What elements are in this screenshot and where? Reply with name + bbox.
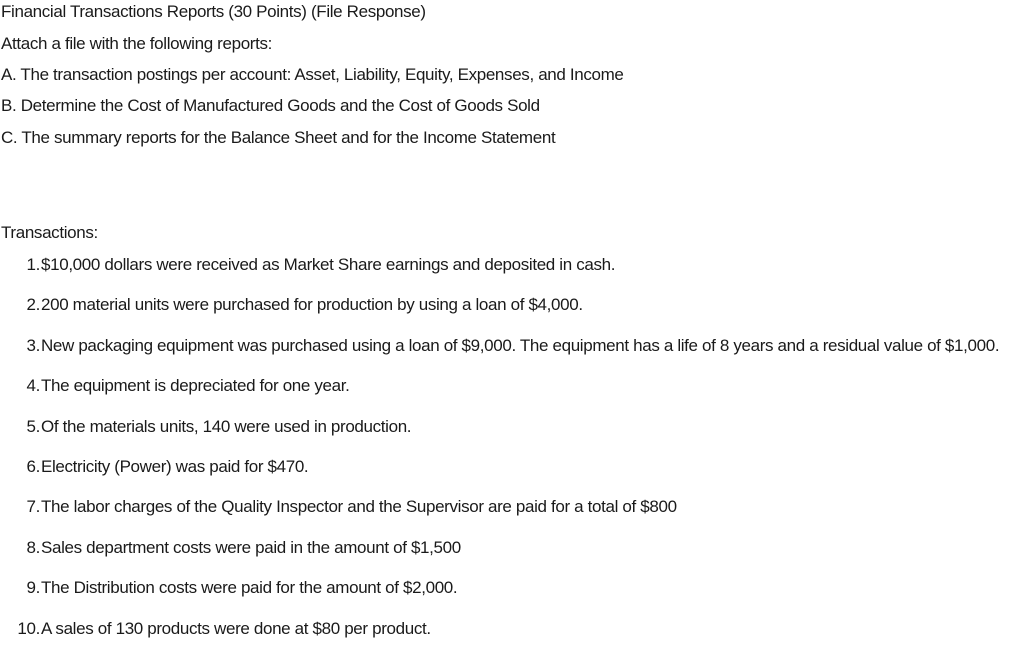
item-text: $10,000 dollars were received as Market Share earnings and deposited in cash. [41,255,616,274]
list-item [0,417,411,437]
list-item [0,295,583,315]
item-text: New packaging equipment was purchased using a loan of $9,000. The equipment has a life of 8 years and a residual value of $1,000. [41,336,1000,355]
transactions-heading: Transactions: [1,223,98,242]
requirement-a: A. The transaction postings per account: Asset, Liability, Equity, Expenses, and Income [1,65,624,84]
item-number: 2. [26,295,40,314]
list-item [0,255,615,275]
item-number: 4. [26,376,40,395]
item-number: 7. [26,497,40,516]
item-text: The equipment is depreciated for one year. [41,376,350,395]
item-text: 200 material units were purchased for production by using a loan of $4,000. [41,295,583,314]
item-number: 1. [26,255,40,274]
requirement-b: B. Determine the Cost of Manufactured Goods and the Cost of Goods Sold [1,96,540,115]
list-item [0,538,461,558]
item-number: 8. [26,538,40,557]
item-text: Of the materials units, 140 were used in production. [41,417,412,436]
list-item [0,497,677,517]
item-text: Electricity (Power) was paid for $470. [41,457,309,476]
item-text: A sales of 130 products were done at $80 per product. [41,619,431,638]
item-text: The labor charges of the Quality Inspector and the Supervisor are paid for a total of $800 [41,497,677,516]
item-number: 9. [26,578,40,597]
list-item [0,376,350,396]
item-number: 6. [26,457,40,476]
list-item [0,619,431,639]
question-intro: Attach a file with the following reports: [1,34,273,53]
item-text: Sales department costs were paid in the amount of $1,500 [41,538,461,557]
item-number: 5. [26,417,40,436]
item-number: 3. [26,336,40,355]
list-item [0,457,308,477]
list-item [0,578,457,598]
list-item [0,336,999,356]
requirement-c: C. The summary reports for the Balance Sheet and for the Income Statement [1,128,556,147]
question-title: Financial Transactions Reports (30 Points) (File Response) [1,2,426,21]
item-text: The Distribution costs were paid for the amount of $2,000. [41,578,458,597]
item-number: 10. [17,619,40,638]
